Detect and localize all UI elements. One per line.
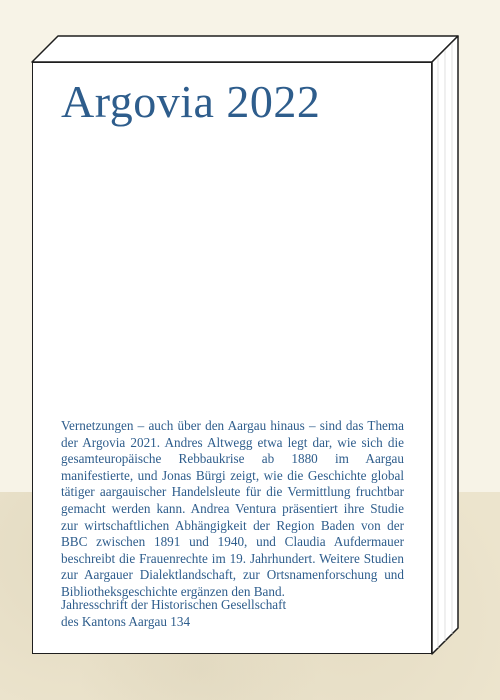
series-line-2: des Kantons Aargau 134	[61, 613, 191, 629]
book-title: Argovia 2022	[61, 76, 321, 127]
book-top-edge	[32, 36, 458, 62]
book-blurb: Vernetzungen – auch über den Aargau hinaus – sind das Thema der Argovia 2021. Andres Altwegg etwa legt dar, wie sich die gesamteuropäische Rebbaukrise ab 1880 im Aargau manifestierte, und Jonas Bürgi zeigt, wie die Geschichte global tätiger aargauischer Handelsleute für die Vermittlung fruchtbar gemacht werden kann. Andrea Ventura präsentiert ihre Studie zur wirtschaftlichen Abhängigkeit der Region Baden von der BBC zwischen 1891 und 1940, und Claudia Aufdermauer beschreibt die Frauenrechte im 19. Jahrhundert. Weitere Studien zur Aargauer Dialektlandschaft, zur Ortsnamenforschung und Bibliotheksgeschichte ergänzen den Band.	[61, 418, 404, 599]
book-cover	[32, 62, 432, 654]
series-line-1: Jahresschrift der Historischen Gesellschaft	[61, 597, 287, 612]
series-info	[61, 597, 404, 630]
